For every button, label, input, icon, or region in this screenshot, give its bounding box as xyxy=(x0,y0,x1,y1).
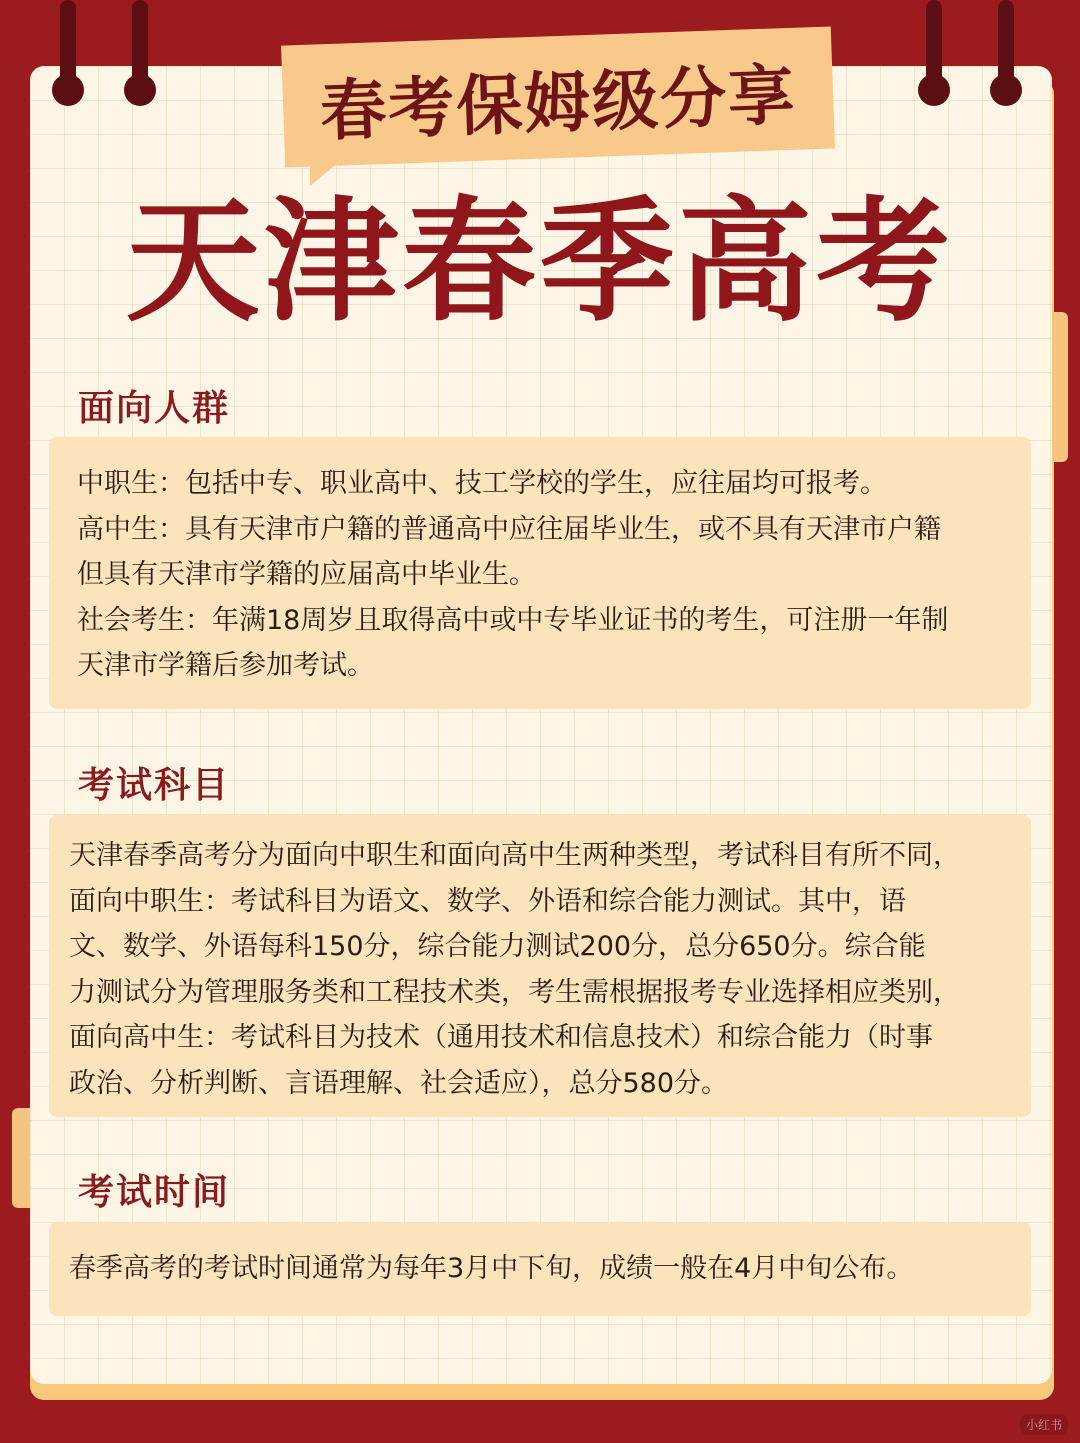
text-line: 文、数学、外语每科150分，综合能力测试200分，总分650分。综合能 xyxy=(69,931,926,962)
section-heading-audience: 面向人群 xyxy=(78,388,231,429)
text-line: 社会考生：年满18周岁且取得高中或中专毕业证书的考生，可注册一年制 xyxy=(77,604,949,636)
text-line: 中职生：包括中专、职业高中、技工学校的学生，应往届均可报考。 xyxy=(77,468,887,499)
section-box-schedule xyxy=(49,1222,1031,1316)
watermark: 小红书 xyxy=(1020,1414,1068,1435)
page-title: 天津春季高考 xyxy=(125,184,954,340)
text-line: 春季高考的考试时间通常为每年3月中下旬，成绩一般在4月中旬公布。 xyxy=(69,1253,914,1284)
text-line: 面向高中生：考试科目为技术（通用技术和信息技术）和综合能力（时事 xyxy=(69,1022,933,1053)
text-line: 政治、分析判断、言语理解、社会适应），总分580分。 xyxy=(69,1067,729,1099)
text-line: 天津市学籍后参加考试。 xyxy=(77,650,374,681)
section-box-audience xyxy=(49,437,1031,709)
text-line: 天津春季高考分为面向中职生和面向高中生两种类型，考试科目有所不同， xyxy=(69,840,960,871)
section-heading-subjects: 考试科目 xyxy=(78,765,231,806)
text-line: 但具有天津市学籍的应届高中毕业生。 xyxy=(77,559,536,590)
text-line: 面向中职生：考试科目为语文、数学、外语和综合能力测试。其中，语 xyxy=(69,885,906,917)
text-line: 高中生：具有天津市户籍的普通高中应往届毕业生，或不具有天津市户籍 xyxy=(77,513,941,545)
banner-text: 春考保姆级分享 xyxy=(319,56,798,150)
section-heading-schedule: 考试时间 xyxy=(78,1172,231,1213)
text-line: 力测试分为管理服务类和工程技术类，考生需根据报考专业选择相应类别， xyxy=(69,976,960,1008)
section-box-subjects xyxy=(49,815,1031,1117)
banner xyxy=(281,26,835,167)
